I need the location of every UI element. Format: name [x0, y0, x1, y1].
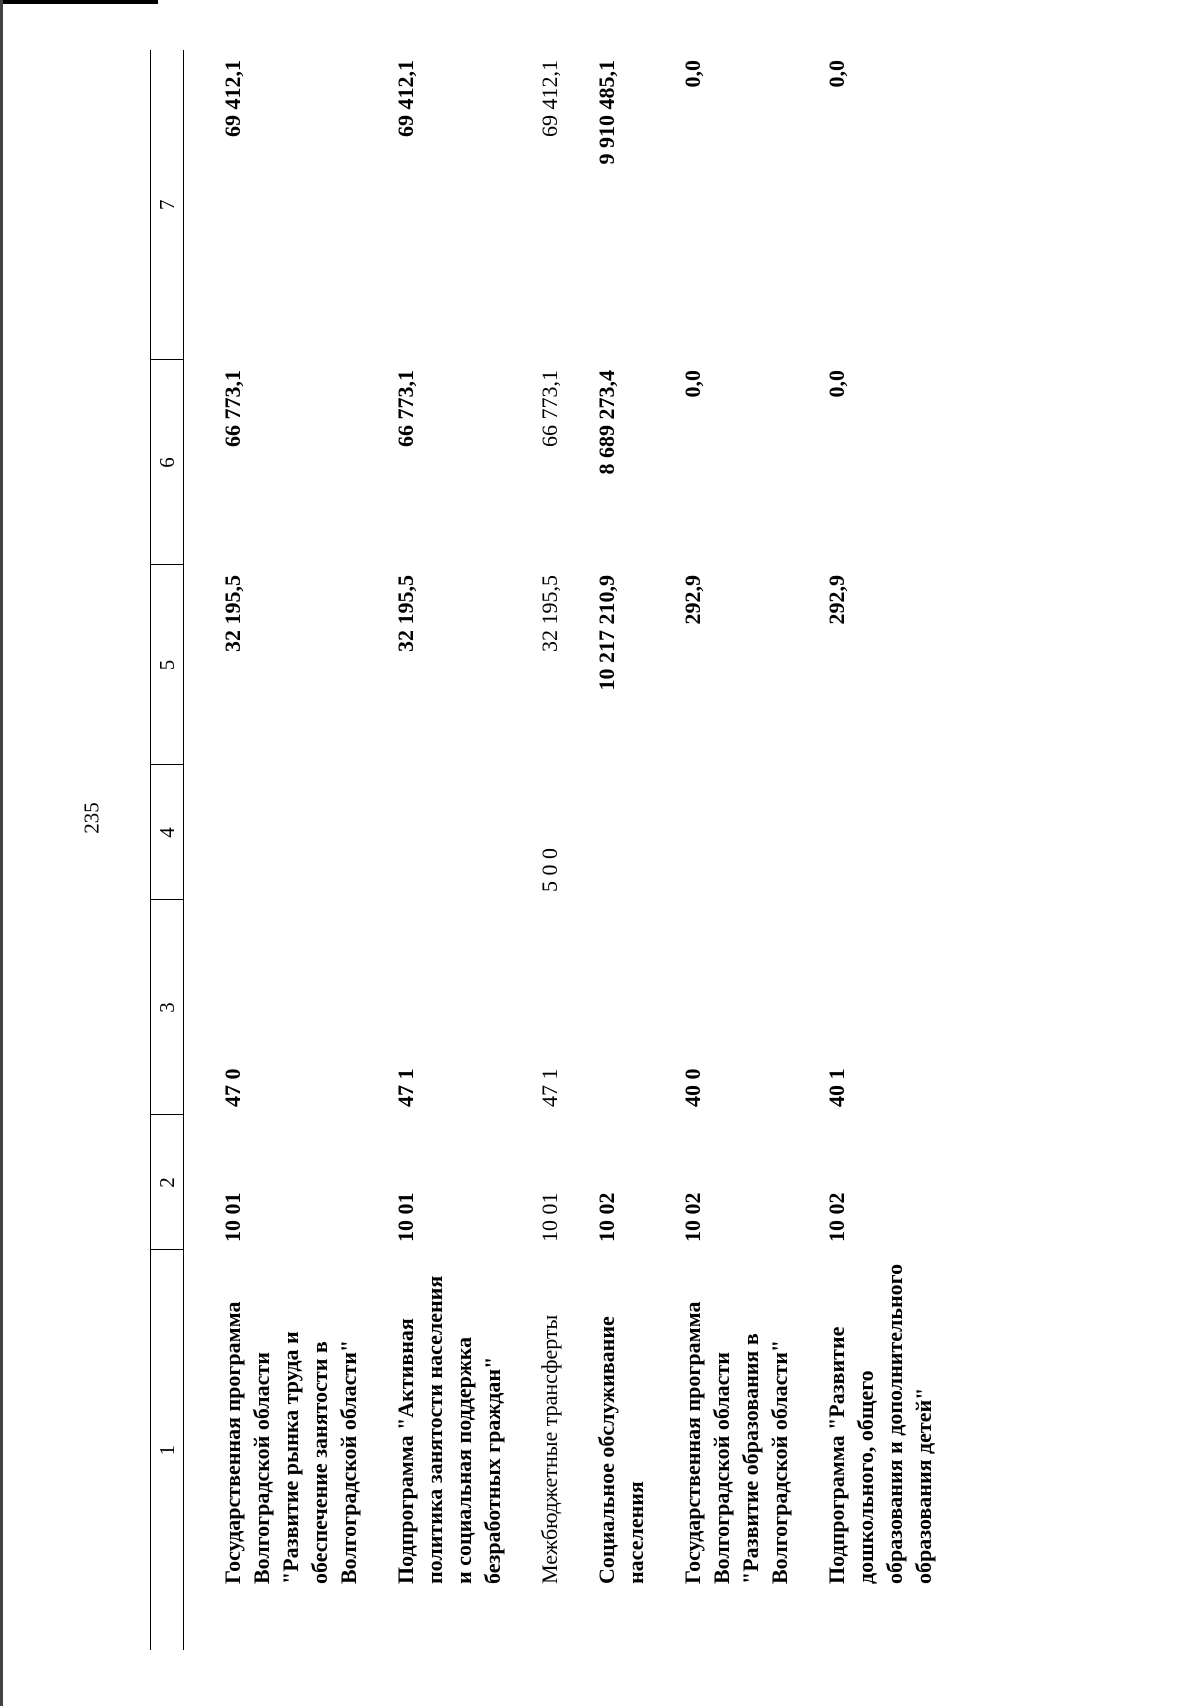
header-col-3: 3 [151, 900, 184, 1115]
row-target: 40 1 [824, 1068, 849, 1107]
row-target: 47 1 [393, 1068, 418, 1107]
row-section: 10 01 [537, 1192, 562, 1242]
row-section: 10 01 [220, 1192, 245, 1242]
row-name: Подпрограмма "Развитие дошкольного, общего образования и дополнительного образования детей" [824, 1263, 936, 1584]
row-name: Социальное обслуживание населения [594, 1316, 648, 1584]
row-value-7: 0,0 [680, 60, 705, 88]
row-target: 47 1 [537, 1068, 562, 1107]
scan-corner-line [0, 0, 158, 4]
budget-table [150, 50, 938, 1650]
page-number-text: 235 [79, 802, 104, 834]
table-row [184, 50, 364, 1650]
header-col-6: 6 [151, 360, 184, 565]
row-value-7: 9 910 485,1 [594, 60, 619, 165]
row-value-5: 292,9 [680, 575, 705, 625]
scan-edge [0, 0, 3, 1706]
row-value-6: 66 773,1 [220, 370, 245, 447]
row-name: Подпрограмма "Активная политика занятости населения и социальная поддержка безработных граждан" [393, 1275, 505, 1584]
row-value-7: 69 412,1 [537, 60, 562, 137]
row-value-5: 10 217 210,9 [594, 575, 619, 691]
row-section: 10 02 [594, 1192, 619, 1242]
row-value-5: 32 195,5 [220, 575, 245, 652]
table-row [363, 50, 507, 1650]
table-row [507, 50, 564, 1650]
row-name: Государственная программа Волгоградской области "Развитие образования в Волгоградской области" [680, 1301, 792, 1584]
rotated-table-container [150, 50, 940, 1650]
row-value-5: 292,9 [824, 575, 849, 625]
row-target: 40 0 [680, 1068, 705, 1107]
row-value-6: 8 689 273,4 [594, 370, 619, 475]
row-value-6: 66 773,1 [393, 370, 418, 447]
table-row [564, 50, 650, 1650]
row-value-5: 32 195,5 [393, 575, 418, 652]
header-row [151, 50, 184, 1650]
table-row [650, 50, 794, 1650]
row-value-6: 0,0 [824, 370, 849, 398]
table-header [151, 50, 184, 1650]
header-col-7: 7 [151, 50, 184, 360]
row-section: 10 01 [393, 1192, 418, 1242]
row-target: 47 0 [220, 1068, 245, 1107]
row-value-5: 32 195,5 [537, 575, 562, 652]
table-row [794, 50, 938, 1650]
table-body [184, 50, 939, 1650]
page-number [79, 802, 104, 834]
header-col-2: 2 [151, 1115, 184, 1250]
row-value-7: 0,0 [824, 60, 849, 88]
row-value-6: 66 773,1 [537, 370, 562, 447]
row-value-7: 69 412,1 [220, 60, 245, 137]
row-type [184, 765, 364, 900]
header-col-5: 5 [151, 565, 184, 765]
row-type: 5 0 0 [537, 848, 562, 892]
row-type [363, 765, 507, 900]
row-value-6: 0,0 [680, 370, 705, 398]
header-col-4: 4 [151, 765, 184, 900]
row-name: Межбюджетные трансферты [537, 1314, 562, 1584]
row-section: 10 02 [824, 1192, 849, 1242]
row-type [794, 765, 938, 900]
row-name: Государственная программа Волгоградской области "Развитие рынка труда и обеспечение занятости в Волгоградской области" [220, 1301, 361, 1584]
row-type [650, 765, 794, 900]
header-col-1: 1 [151, 1250, 184, 1650]
row-target [564, 900, 650, 1115]
row-section: 10 02 [680, 1192, 705, 1242]
row-type [564, 765, 650, 900]
row-value-7: 69 412,1 [393, 60, 418, 137]
